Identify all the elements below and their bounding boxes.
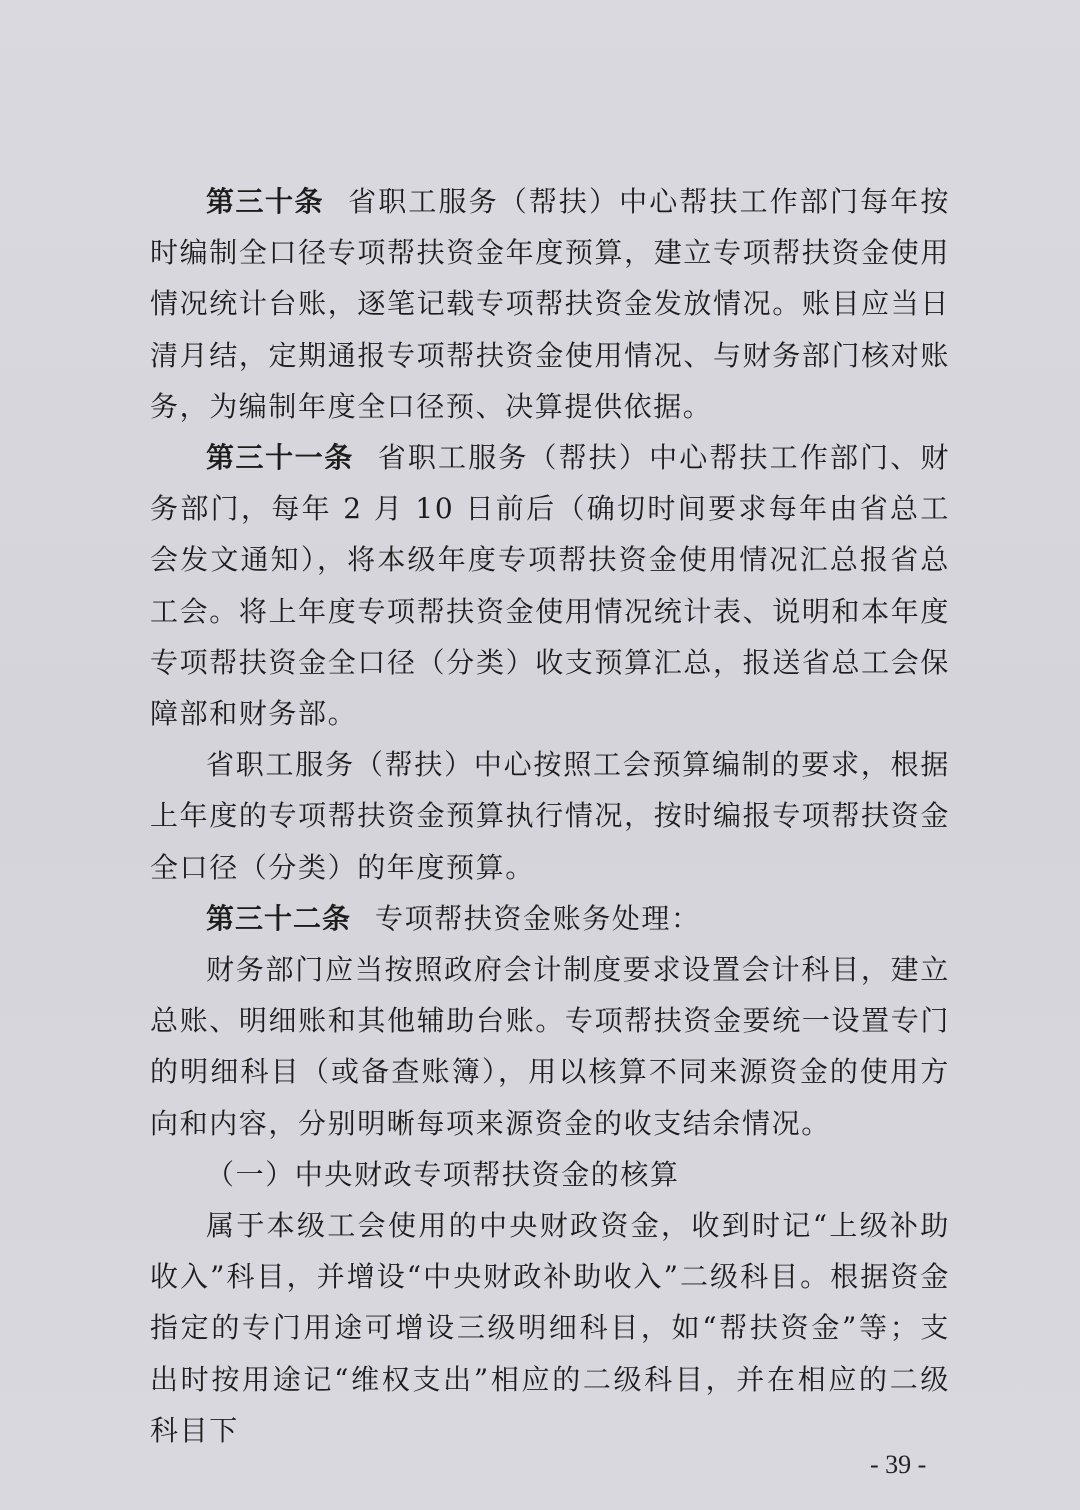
accounting-setup-paragraph [150, 944, 950, 1149]
page-number: - 39 - [870, 1450, 927, 1479]
article-31-text: 省职工服务（帮扶）中心帮扶工作部门、财务部门，每年 2 月 10 日前后（确切时间要求每年由省总工会发文通知），将本级年度专项帮扶资金使用情况汇总报省总工会。将上年度专项帮扶资金使用情况统计表、说明和本年度专项帮扶资金全口径（分类）收支预算汇总，报送省总工会保障部和财务部。 [150, 441, 950, 731]
central-funds-text: 属于本级工会使用的中央财政资金，收到时记“上级补助收入”科目，并增设“中央财政补助收入”二级科目。根据资金指定的专门用途可增设三级明细科目，如“帮扶资金”等；支出时按用途记“维权支出”相应的二级科目，并在相应的二级科目下 [150, 1209, 950, 1447]
article-31-budget-text: 省职工服务（帮扶）中心按照工会预算编制的要求，根据上年度的专项帮扶资金预算执行情况，按时编报专项帮扶资金全口径（分类）的年度预算。 [150, 748, 950, 884]
section-heading-central-funds-text: （一）中央财政专项帮扶资金的核算 [206, 1157, 680, 1191]
section-heading-central-funds [150, 1149, 950, 1200]
accounting-setup-text: 财务部门应当按照政府会计制度要求设置会计科目，建立总账、明细账和其他辅助台账。专项帮扶资金要统一设置专门的明细科目（或备查账簿），用以核算不同来源资金的使用方向和内容，分别明晰每项来源资金的收支结余情况。 [150, 953, 950, 1140]
article-32-label: 第三十二条 [206, 901, 352, 935]
article-32-text: 专项帮扶资金账务处理： [375, 901, 701, 935]
article-31-label: 第三十一条 [206, 441, 354, 475]
article-32-paragraph [150, 893, 950, 944]
article-30-label: 第三十条 [206, 185, 325, 218]
document-body [150, 176, 950, 1456]
article-31-budget-paragraph [150, 739, 950, 893]
article-30-text: 省职工服务（帮扶）中心帮扶工作部门每年按时编制全口径专项帮扶资金年度预算，建立专项帮扶资金使用情况统计台账，逐笔记载专项帮扶资金发放情况。账目应当日清月结，定期通报专项帮扶资金使用情况、与财务部门核对账务，为编制年度全口径预、决算提供依据。 [150, 185, 950, 423]
article-30-paragraph [150, 176, 950, 432]
central-funds-paragraph [150, 1200, 950, 1456]
article-31-paragraph [150, 432, 950, 739]
